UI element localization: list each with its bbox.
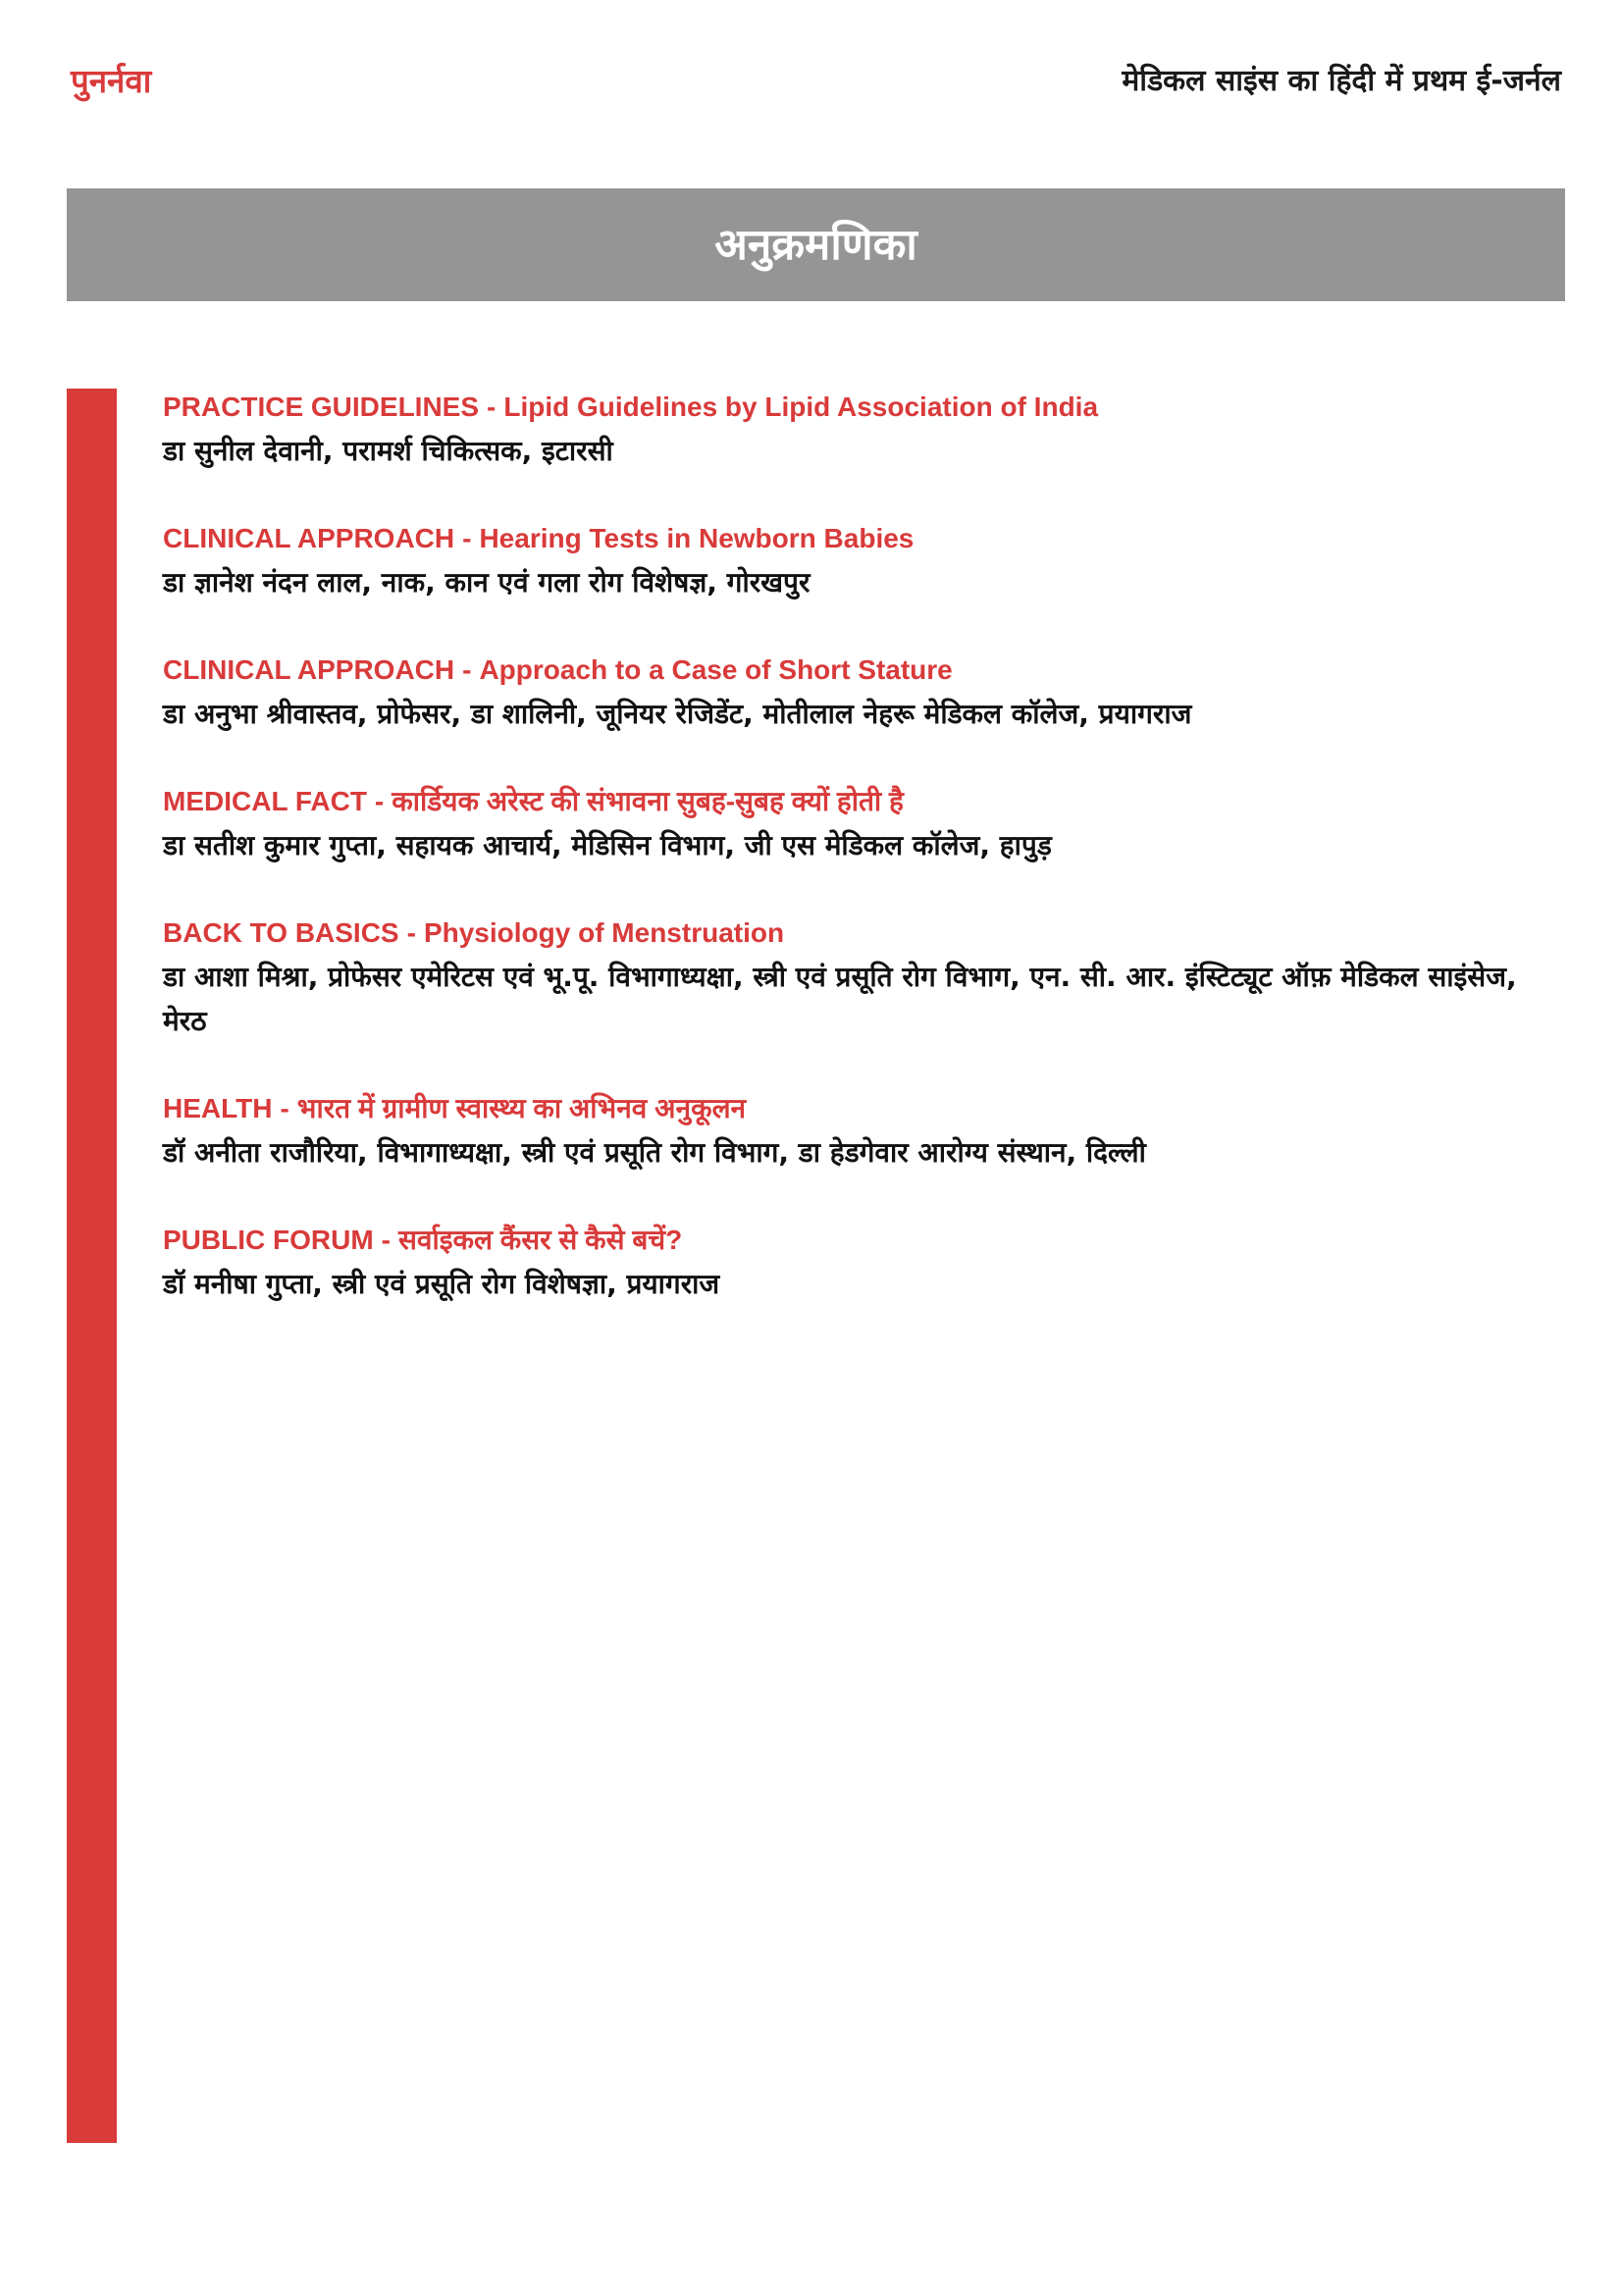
toc-entry-author: डॉ मनीषा गुप्ता, स्त्री एवं प्रसूति रोग विशेषज्ञा, प्रयागराज [163, 1268, 720, 1300]
toc-entry-separator: - [374, 786, 385, 816]
toc-entry-topic: Approach to a Case of Short Stature [479, 654, 953, 685]
toc-entry-5[interactable] [163, 911, 1566, 1043]
toc-entry-separator: - [381, 1225, 391, 1255]
toc-entry-heading[interactable] [163, 1086, 1566, 1130]
toc-entry-heading[interactable] [163, 779, 1566, 823]
toc-entry-heading[interactable] [163, 648, 1566, 692]
toc-entry-author: डा ज्ञानेश नंदन लाल, नाक, कान एवं गला रोग विशेषज्ञ, गोरखपुर [163, 566, 811, 599]
toc-entry-topic: सर्वाइकल कैंसर से कैसे बचें? [397, 1225, 683, 1255]
title-bar [67, 188, 1565, 301]
table-of-contents [163, 385, 1566, 1349]
toc-entry-topic: भारत में ग्रामीण स्वास्थ्य का अभिनव अनुकूलन [296, 1093, 747, 1123]
toc-entry-category: CLINICAL APPROACH [163, 523, 455, 553]
toc-entry-2[interactable] [163, 516, 1566, 604]
toc-entry-heading[interactable] [163, 516, 1566, 560]
toc-entry-category: BACK TO BASICS [163, 917, 399, 948]
toc-entry-author: डा अनुभा श्रीवास्तव, प्रोफेसर, डा शालिनी, जूनियर रेजिडेंट, मोतीलाल नेहरू मेडिकल कॉलेज, प्रयागराज [163, 698, 1192, 730]
toc-entry-4[interactable] [163, 779, 1566, 867]
toc-entry-7[interactable] [163, 1218, 1566, 1306]
toc-entry-category: CLINICAL APPROACH [163, 654, 455, 685]
toc-entry-category: MEDICAL FACT [163, 786, 367, 816]
toc-entry-author: डा सतीश कुमार गुप्ता, सहायक आचार्य, मेडिसिन विभाग, जी एस मेडिकल कॉलेज, हापुड़ [163, 829, 1052, 861]
toc-entry-topic: Lipid Guidelines by Lipid Association of India [503, 391, 1099, 422]
toc-entry-separator: - [406, 917, 416, 948]
toc-entry-author: डा सुनील देवानी, परामर्श चिकित्सक, इटारसी [163, 435, 613, 467]
toc-entry-category: HEALTH [163, 1093, 273, 1123]
brand-name: पुनर्नवा [71, 62, 152, 100]
toc-entry-topic: Hearing Tests in Newborn Babies [479, 523, 915, 553]
toc-entry-heading[interactable] [163, 385, 1566, 429]
toc-entry-heading[interactable] [163, 1218, 1566, 1262]
toc-entry-separator: - [280, 1093, 289, 1123]
decorative-red-rail [67, 389, 117, 2143]
toc-entry-1[interactable] [163, 385, 1566, 473]
toc-entry-category: PUBLIC FORUM [163, 1225, 374, 1255]
toc-entry-separator: - [462, 654, 472, 685]
toc-entry-topic: कार्डियक अरेस्ट की संभावना सुबह-सुबह क्यों होती है [392, 786, 904, 816]
toc-entry-author: डा आशा मिश्रा, प्रोफेसर एमेरिटस एवं भू.पू. विभागाध्यक्षा, स्त्री एवं प्रसूति रोग विभाग, एन. सी. आर. इंस्टिट्यूट ऑफ़ मेडिकल साइंसेज, मेरठ [163, 961, 1517, 1037]
toc-entry-topic: Physiology of Menstruation [423, 917, 785, 948]
toc-entry-6[interactable] [163, 1086, 1566, 1174]
page-title: अनुक्रमणिका [714, 219, 917, 270]
toc-entry-author: डॉ अनीता राजौरिया, विभागाध्यक्षा, स्त्री एवं प्रसूति रोग विभाग, डा हेडगेवार आरोग्य संस्थान, दिल्ली [163, 1136, 1146, 1169]
toc-entry-3[interactable] [163, 648, 1566, 736]
journal-tagline: मेडिकल साइंस का हिंदी में प्रथम ई-जर्नल [1122, 64, 1561, 98]
toc-entry-heading[interactable] [163, 911, 1566, 955]
toc-entry-separator: - [462, 523, 472, 553]
toc-entry-category: PRACTICE GUIDELINES [163, 391, 480, 422]
toc-entry-separator: - [487, 391, 497, 422]
